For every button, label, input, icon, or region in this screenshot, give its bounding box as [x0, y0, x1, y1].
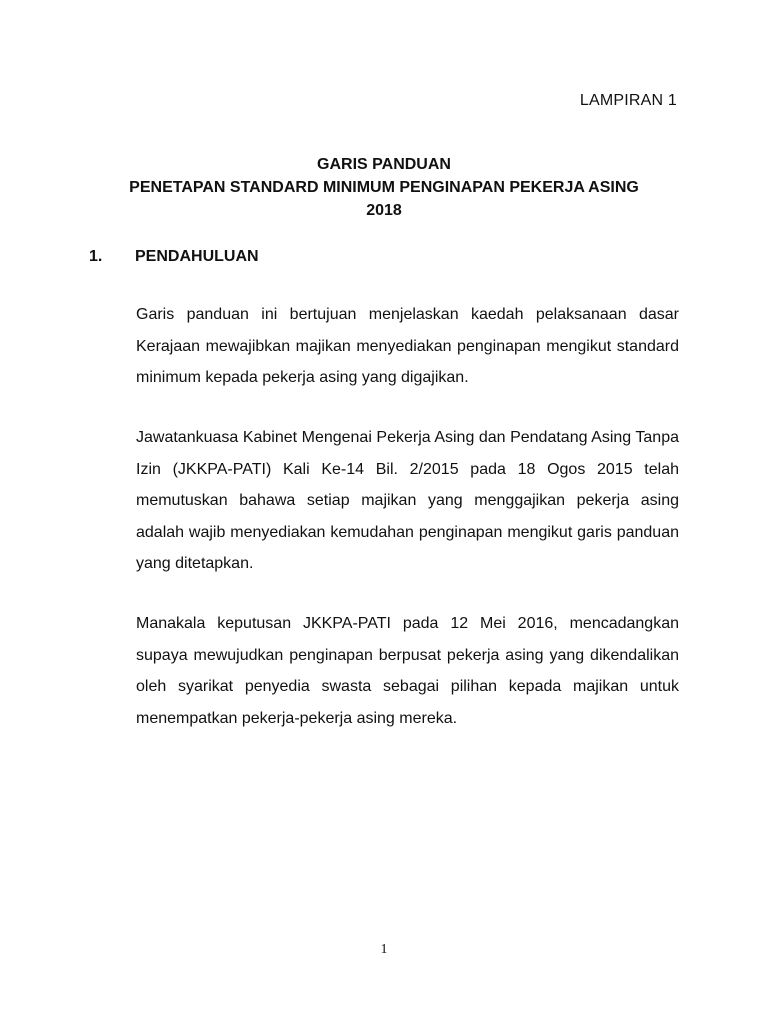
- section-number: 1.: [89, 248, 103, 265]
- document-title: [60, 153, 708, 222]
- attachment-label: LAMPIRAN 1: [579, 92, 677, 109]
- paragraph-2: Jawatankuasa Kabinet Mengenai Pekerja Asing dan Pendatang Asing Tanpa Izin (JKKPA-PATI) Kali Ke-14 Bil. 2/2015 pada 18 Ogos 2015 telah memutuskan bahawa setiap majikan yang menggajikan pekerja asing adalah wajib menyediakan kemudahan penginapan mengikut garis panduan yang ditetapkan.: [136, 429, 679, 572]
- title-line-2: PENETAPAN STANDARD MINIMUM PENGINAPAN PEKERJA ASING: [129, 179, 639, 196]
- page-number: 1: [380, 942, 388, 957]
- section-title: PENDAHULUAN: [135, 248, 259, 265]
- paragraph-1: Garis panduan ini bertujuan menjelaskan kaedah pelaksanaan dasar Kerajaan mewajibkan majikan menyediakan penginapan mengikut standard minimum kepada pekerja asing yang digajikan.: [136, 306, 679, 386]
- section-heading: [89, 248, 259, 266]
- paragraph-3: Manakala keputusan JKKPA-PATI pada 12 Mei 2016, mencadangkan supaya mewujudkan penginapan berpusat pekerja asing yang dikendalikan oleh syarikat penyedia swasta sebagai pilihan kepada majikan untuk menempatkan pekerja-pekerja asing mereka.: [136, 615, 679, 727]
- title-line-3: 2018: [366, 202, 402, 219]
- title-line-1: GARIS PANDUAN: [317, 156, 451, 173]
